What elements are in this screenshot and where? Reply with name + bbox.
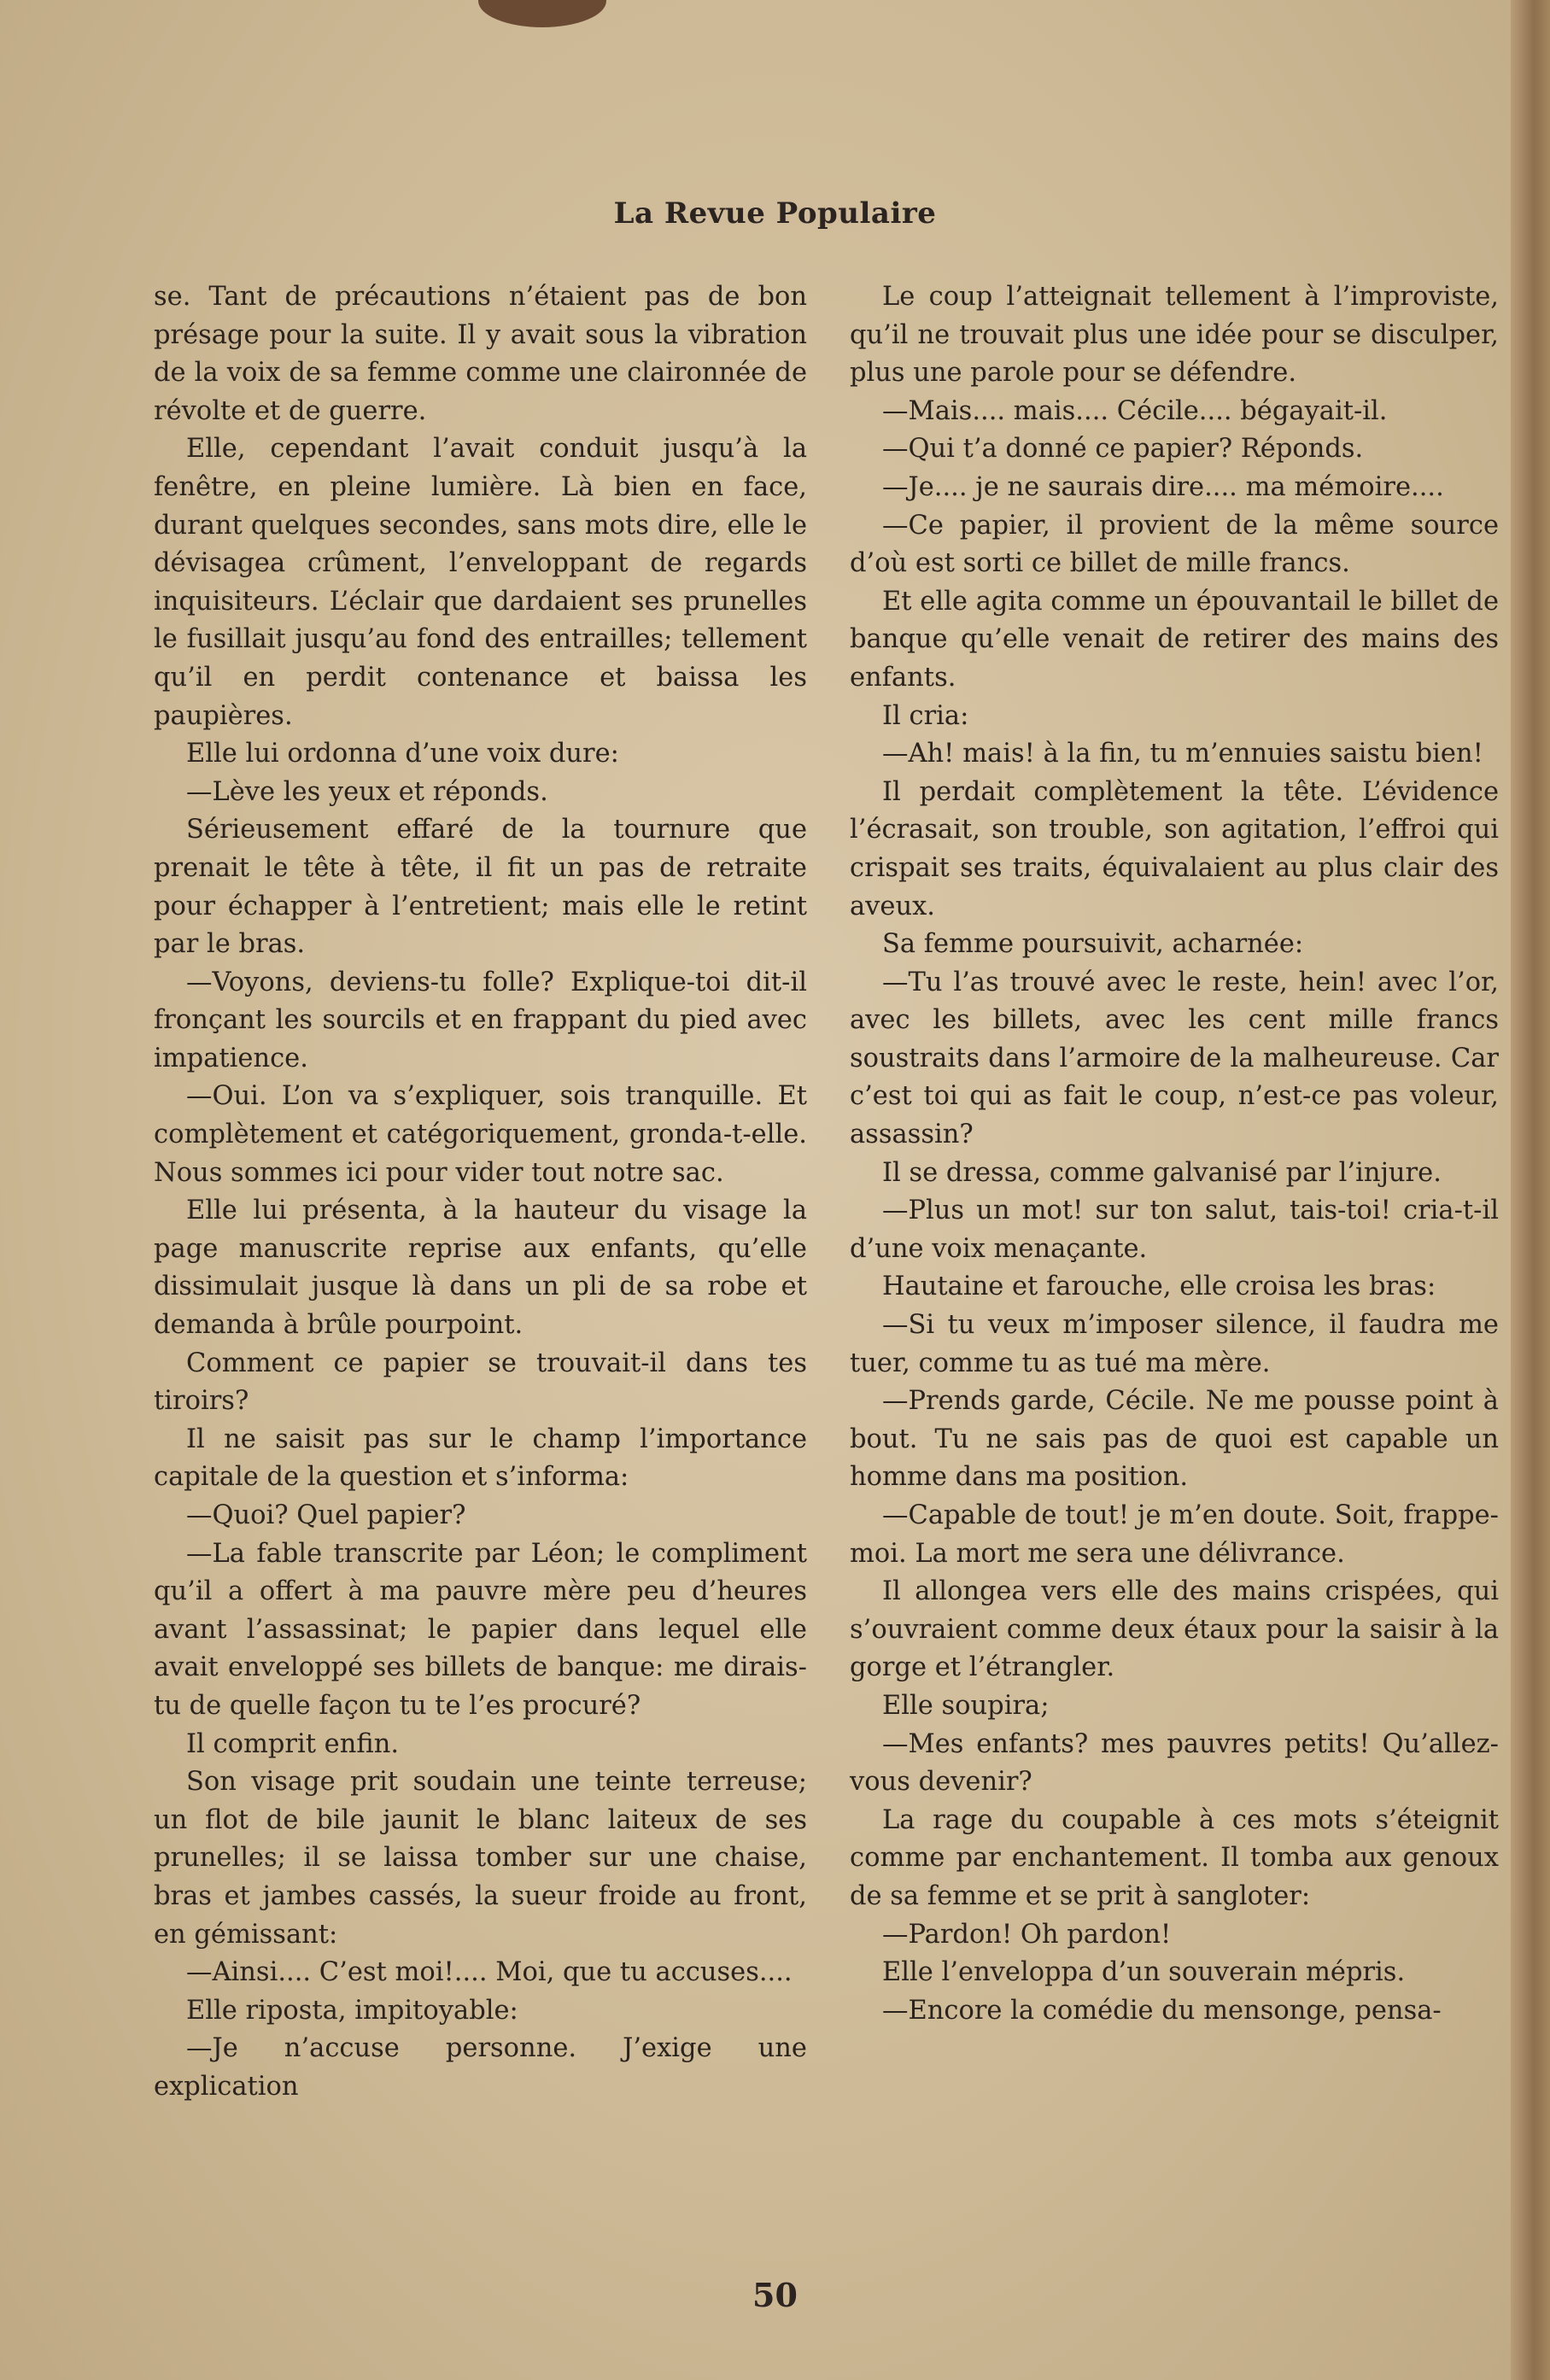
paragraph: —Je.... je ne saurais dire.... ma mémoire.... bbox=[882, 471, 1444, 502]
paragraph: Sérieusement effaré de la tournure que prenait le tête à tête, il fit un pas de retraite pour échapper à l’entretient; mais elle le retint par le bras. bbox=[154, 815, 807, 960]
paragraph: Il allongea vers elle des mains crispées, qui s’ouvraient comme deux étaux pour la saisir à la gorge et l’étrangler. bbox=[850, 1576, 1499, 1683]
paragraph: Son visage prit soudain une teinte terreuse; un flot de bile jaunit le blanc laiteux de ses prunelles; il se laissa tomber sur une chaise, bras et jambes cassés, la sueur froide au front, en gémissant: bbox=[154, 1767, 807, 1950]
paragraph: Comment ce papier se trouvait-il dans tes tiroirs? bbox=[154, 1348, 807, 1417]
paragraph: —Quoi? Quel papier? bbox=[186, 1500, 466, 1530]
paragraph: Il comprit enfin. bbox=[186, 1728, 400, 1759]
paragraph: Il perdait complètement la tête. L’évidence l’écrasait, son trouble, son agitation, l’effroi qui crispait ses traits, équivalaient au plus clair des aveux. bbox=[850, 776, 1499, 921]
paragraph: Il cria: bbox=[882, 700, 969, 731]
left-text-column bbox=[154, 278, 807, 2107]
paragraph: Hautaine et farouche, elle croisa les bras: bbox=[882, 1272, 1436, 1302]
paragraph: —Prends garde, Cécile. Ne me pousse point à bout. Tu ne sais pas de quoi est capable un homme dans ma position. bbox=[850, 1386, 1499, 1493]
paragraph: —Pardon! Oh pardon! bbox=[882, 1919, 1172, 1950]
paragraph: —Plus un mot! sur ton salut, tais-toi! cria-t-il d’une voix menaçante. bbox=[850, 1196, 1499, 1264]
page-edge-shadow bbox=[1511, 0, 1550, 2380]
page-number: 50 bbox=[752, 2276, 798, 2314]
paragraph: —Mes enfants? mes pauvres petits! Qu’allez-vous devenir? bbox=[850, 1728, 1499, 1798]
paragraph: Elle l’enveloppa d’un souverain mépris. bbox=[882, 1957, 1406, 1988]
paragraph: Elle lui ordonna d’une voix dure: bbox=[186, 739, 619, 769]
paragraph: —Capable de tout! je m’en doute. Soit, frappe-moi. La mort me sera une délivrance. bbox=[850, 1500, 1499, 1569]
paragraph: —Tu l’as trouvé avec le reste, hein! avec l’or, avec les billets, avec les cent mille francs soustraits dans l’armoire de la malheureuse. Car c’est toi qui as fait le coup, n’est-ce pas voleur, assassin? bbox=[850, 967, 1499, 1150]
paragraph: —Ce papier, il provient de la même source d’où est sorti ce billet de mille francs. bbox=[850, 510, 1499, 579]
paragraph: La rage du coupable à ces mots s’éteignit comme par enchantement. Il tomba aux genoux de sa femme et se prit à sangloter: bbox=[850, 1804, 1499, 1911]
paragraph: —Si tu veux m’imposer silence, il faudra me tuer, comme tu as tué ma mère. bbox=[850, 1310, 1499, 1378]
paragraph: —Mais.... mais.... Cécile.... bégayait-il. bbox=[882, 395, 1388, 426]
paragraph: Sa femme poursuivit, acharnée: bbox=[882, 929, 1304, 960]
paragraph: —Voyons, deviens-tu folle? Explique-toi dit-il fronçant les sourcils et en frappant du pied avec impatience. bbox=[154, 967, 807, 1073]
paragraph: —Encore la comédie du mensonge, pensa- bbox=[882, 1995, 1442, 2026]
paragraph: —Oui. L’on va s’expliquer, sois tranquille. Et complètement et catégoriquement, gronda-t-elle. Nous sommes ici pour vider tout notre sac. bbox=[154, 1081, 807, 1188]
paragraph: Elle soupira; bbox=[882, 1690, 1050, 1721]
paragraph: Et elle agita comme un épouvantail le billet de banque qu’elle venait de retirer des mains des enfants. bbox=[850, 586, 1499, 693]
running-title: La Revue Populaire bbox=[613, 196, 937, 231]
paragraph: se. Tant de précautions n’étaient pas de bon présage pour la suite. Il y avait sous la vibration de la voix de sa femme comme une claironnée de révolte et de guerre. bbox=[154, 282, 807, 426]
paragraph: Il se dressa, comme galvanisé par l’injure. bbox=[882, 1157, 1442, 1188]
ink-stain bbox=[478, 0, 606, 27]
paragraph: Il ne saisit pas sur le champ l’importance capitale de la question et s’informa: bbox=[154, 1424, 807, 1493]
paragraph: Elle lui présenta, à la hauteur du visage la page manuscrite reprise aux enfants, qu’elle dissimulait jusque là dans un pli de sa robe et demanda à brûle pourpoint. bbox=[154, 1196, 807, 1341]
paragraph: —La fable transcrite par Léon; le compliment qu’il a offert à ma pauvre mère peu d’heures avant l’assassinat; le papier dans lequel elle avait enveloppé ses billets de banque: me dirais-tu de quelle façon tu te l’es procuré? bbox=[154, 1538, 807, 1721]
paragraph: —Ah! mais! à la fin, tu m’ennuies saistu bien! bbox=[882, 739, 1483, 769]
paragraph: —Lève les yeux et réponds. bbox=[186, 776, 548, 807]
right-text-column bbox=[850, 278, 1499, 2030]
paragraph: —Je n’accuse personne. J’exige une explication bbox=[154, 2033, 807, 2102]
paragraph: —Qui t’a donné ce papier? Réponds. bbox=[882, 434, 1364, 465]
paragraph: Elle, cependant l’avait conduit jusqu’à la fenêtre, en pleine lumière. Là bien en face, durant quelques secondes, sans mots dire, elle le dévisagea crûment, l’enveloppant de regards inquisiteurs. L’éclair que dardaient ses prunelles le fusillait jusqu’au fond des entrailles; tellement qu’il en perdit contenance et baissa les paupières. bbox=[154, 434, 807, 731]
paragraph: —Ainsi.... C’est moi!.... Moi, que tu accuses.... bbox=[186, 1957, 793, 1988]
paragraph: Elle riposta, impitoyable: bbox=[186, 1995, 518, 2026]
paragraph: Le coup l’atteignait tellement à l’improviste, qu’il ne trouvait plus une idée pour se disculper, plus une parole pour se défendre. bbox=[850, 282, 1499, 389]
